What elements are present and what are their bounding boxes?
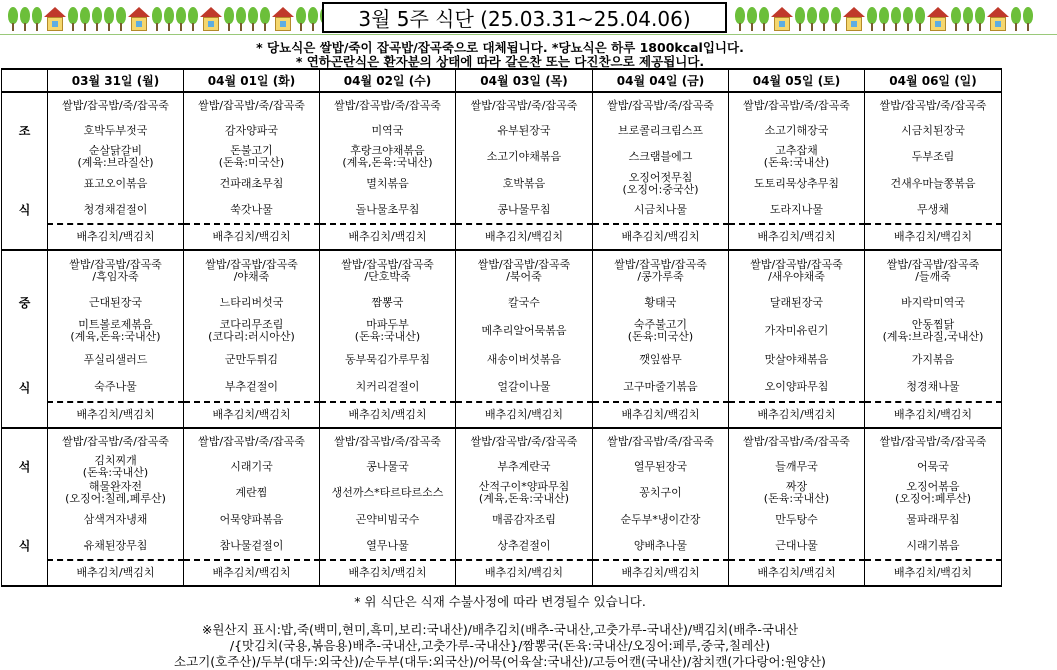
tree-icon: [32, 7, 42, 31]
menu-cell: 오이양파무침: [729, 373, 865, 402]
menu-cell: 배추김치/백김치: [593, 224, 729, 250]
menu-cell: 쑥갓나물: [184, 196, 320, 224]
menu-cell: 배추김치/백김치: [729, 560, 865, 586]
tree-icon: [963, 7, 973, 31]
menu-cell: 쌀밥/잡곡밥/죽/잡곡죽: [593, 92, 729, 118]
menu-row: [2, 454, 1002, 479]
meal-label-spacer: [2, 224, 48, 250]
menu-cell: 쌀밥/잡곡밥/잡곡죽 /새우야채죽: [729, 250, 865, 290]
menu-cell: 순살닭갈비 (계육:브라질산): [48, 143, 184, 171]
menu-row: [2, 373, 1002, 402]
notice-dysphagia: * 연하곤란식은 환자분의 상태에 따라 갈은찬 또는 다진찬으로 제공됩니다.: [295, 54, 705, 69]
menu-cell: 배추김치/백김치: [729, 224, 865, 250]
menu-cell: 오징어젓무침 (오징어:중국산): [593, 171, 729, 196]
menu-cell: 쌀밥/잡곡밥/잡곡죽 /야채죽: [184, 250, 320, 290]
menu-cell: 쌀밥/잡곡밥/죽/잡곡죽: [865, 92, 1002, 118]
house-icon: [771, 7, 793, 31]
menu-cell: 푸실리샐러드: [48, 347, 184, 373]
menu-row: [2, 143, 1002, 171]
tree-icon: [248, 7, 258, 31]
menu-cell: 해물완자전 (오징어:칠레,페루산): [48, 479, 184, 507]
menu-cell: 김치찌개 (돈육:국내산): [48, 454, 184, 479]
tree-icon: [260, 7, 270, 31]
menu-cell: 도토리묵상추무침: [729, 171, 865, 196]
menu-cell: 배추김치/백김치: [865, 560, 1002, 586]
menu-cell: 배추김치/백김치: [593, 560, 729, 586]
menu-cell: 콩나물무침: [456, 196, 593, 224]
menu-cell: 마파두부 (돈육:국내산): [320, 315, 456, 347]
menu-cell: 느타리버섯국: [184, 290, 320, 315]
menu-cell: 달래된장국: [729, 290, 865, 315]
meal-label: 식: [2, 373, 48, 402]
menu-row: [2, 560, 1002, 586]
menu-row: [2, 290, 1002, 315]
menu-cell: 고추잡채 (돈육:국내산): [729, 143, 865, 171]
menu-cell: 쌀밥/잡곡밥/죽/잡곡죽: [184, 428, 320, 454]
meal-label-spacer: [2, 402, 48, 428]
menu-cell: 시금치나물: [593, 196, 729, 224]
menu-cell: 고구마줄기볶음: [593, 373, 729, 402]
menu-cell: 쌀밥/잡곡밥/죽/잡곡죽: [184, 92, 320, 118]
house-icon: [272, 7, 294, 31]
change-notice: * 위 식단은 식재 수불사정에 따라 변경될수 있습니다.: [354, 594, 646, 609]
menu-cell: 쌀밥/잡곡밥/잡곡죽 /들깨죽: [865, 250, 1002, 290]
menu-cell: 배추김치/백김치: [184, 224, 320, 250]
tree-icon: [308, 7, 318, 31]
tree-icon: [831, 7, 841, 31]
tree-icon: [20, 7, 30, 31]
menu-cell: 콩나물국: [320, 454, 456, 479]
menu-row: [2, 171, 1002, 196]
menu-cell: 얼갈이나물: [456, 373, 593, 402]
tree-icon: [296, 7, 306, 31]
menu-cell: 배추김치/백김치: [184, 560, 320, 586]
menu-cell: 계란찜: [184, 479, 320, 507]
origin-label-line-2: /{맛김치(국용,볶음용)배추-국내산,고춧가루-국내산}/짬뽕국(돈육:국내산/오징어:페루,중국,칠레산): [229, 638, 771, 653]
menu-cell: 멸치볶음: [320, 171, 456, 196]
menu-cell: 양배추나물: [593, 532, 729, 560]
tree-icon: [903, 7, 913, 31]
menu-cell: 열무된장국: [593, 454, 729, 479]
menu-row: [2, 196, 1002, 224]
menu-cell: 표고오이볶음: [48, 171, 184, 196]
menu-cell: 배추김치/백김치: [48, 224, 184, 250]
menu-cell: 어묵국: [865, 454, 1002, 479]
tree-icon: [164, 7, 174, 31]
menu-cell: 소고기야채볶음: [456, 143, 593, 171]
menu-cell: 쌀밥/잡곡밥/죽/잡곡죽: [729, 428, 865, 454]
menu-cell: 가자미유린기: [729, 315, 865, 347]
house-icon: [200, 7, 222, 31]
tree-icon: [975, 7, 985, 31]
meal-label: 중: [2, 290, 48, 315]
menu-cell: 근대된장국: [48, 290, 184, 315]
tree-icon: [80, 7, 90, 31]
menu-cell: 황태국: [593, 290, 729, 315]
menu-cell: 돌나물초무침: [320, 196, 456, 224]
menu-cell: 쌀밥/잡곡밥/죽/잡곡죽: [320, 428, 456, 454]
tree-icon: [176, 7, 186, 31]
menu-cell: 동부묵김가루무침: [320, 347, 456, 373]
menu-cell: 감자양파국: [184, 118, 320, 143]
menu-cell: 건파래초무침: [184, 171, 320, 196]
menu-cell: 쌀밥/잡곡밥/죽/잡곡죽: [320, 92, 456, 118]
menu-cell: 맛살야채볶음: [729, 347, 865, 373]
menu-cell: 돈불고기 (돈육:미국산): [184, 143, 320, 171]
tree-icon: [224, 7, 234, 31]
tree-icon: [1023, 7, 1033, 31]
menu-cell: 쌀밥/잡곡밥/잡곡죽 /흑임자죽: [48, 250, 184, 290]
day-header: 04월 04일 (금): [593, 69, 729, 92]
menu-cell: 도라지나물: [729, 196, 865, 224]
tree-icon: [915, 7, 925, 31]
house-icon: [843, 7, 865, 31]
menu-cell: 순두부*냉이간장: [593, 507, 729, 532]
menu-cell: 스크램블에그: [593, 143, 729, 171]
menu-cell: 안동찜닭 (계육:브라질,국내산): [865, 315, 1002, 347]
notice-diabetic: * 당뇨식은 쌀밥/죽이 잡곡밥/잡곡죽으로 대체됩니다. *당뇨식은 하루 1800kcal입니다.: [256, 40, 744, 55]
menu-cell: 배추김치/백김치: [865, 224, 1002, 250]
meal-label-spacer: [2, 560, 48, 586]
house-icon: [44, 7, 66, 31]
menu-cell: 호박두부젓국: [48, 118, 184, 143]
menu-cell: 부추계란국: [456, 454, 593, 479]
tree-icon: [747, 7, 757, 31]
meal-label-spacer: [2, 143, 48, 171]
menu-cell: 쌀밥/잡곡밥/죽/잡곡죽: [48, 428, 184, 454]
menu-cell: 청경채겉절이: [48, 196, 184, 224]
menu-cell: 배추김치/백김치: [320, 224, 456, 250]
menu-cell: 치커리겉절이: [320, 373, 456, 402]
menu-cell: 삼색겨자냉채: [48, 507, 184, 532]
menu-cell: 쌀밥/잡곡밥/죽/잡곡죽: [593, 428, 729, 454]
tree-icon: [759, 7, 769, 31]
menu-cell: 들깨무국: [729, 454, 865, 479]
menu-row: [2, 224, 1002, 250]
menu-cell: 물파래무침: [865, 507, 1002, 532]
menu-cell: 부추겉절이: [184, 373, 320, 402]
meal-label: 석: [2, 454, 48, 479]
menu-cell: 참나물겉절이: [184, 532, 320, 560]
menu-cell: 배추김치/백김치: [456, 402, 593, 428]
menu-cell: 깻잎쌈무: [593, 347, 729, 373]
menu-cell: 배추김치/백김치: [48, 402, 184, 428]
menu-cell: 상추겉절이: [456, 532, 593, 560]
house-icon: [987, 7, 1009, 31]
day-header: 04월 06일 (일): [865, 69, 1002, 92]
day-header: 04월 01일 (화): [184, 69, 320, 92]
tree-icon: [92, 7, 102, 31]
menu-cell: 메추리알어묵볶음: [456, 315, 593, 347]
page-title: 3월 5주 식단 (25.03.31~25.04.06): [322, 2, 727, 33]
tree-icon: [116, 7, 126, 31]
top-banner: [0, 0, 1057, 36]
menu-cell: 가지볶음: [865, 347, 1002, 373]
menu-cell: 열무나물: [320, 532, 456, 560]
tree-icon: [891, 7, 901, 31]
menu-row: [2, 347, 1002, 373]
menu-cell: 배추김치/백김치: [456, 560, 593, 586]
menu-cell: 후랑크야채볶음 (계육,돈육:국내산): [320, 143, 456, 171]
menu-cell: 배추김치/백김치: [48, 560, 184, 586]
meal-label-spacer: [2, 171, 48, 196]
tree-icon: [104, 7, 114, 31]
tree-icon: [188, 7, 198, 31]
menu-cell: 배추김치/백김치: [593, 402, 729, 428]
menu-cell: 쌀밥/잡곡밥/잡곡죽 /단호박죽: [320, 250, 456, 290]
tree-icon: [1011, 7, 1021, 31]
menu-cell: 어묵양파볶음: [184, 507, 320, 532]
origin-label-line-1: ※원산지 표시:밥,죽(백미,현미,흑미,보리:국내산)/배추김치(배추-국내산,고춧가루-국내산)/백김치(배추-국내산: [201, 622, 799, 637]
menu-cell: 코다리무조림 (코다리:러시아산): [184, 315, 320, 347]
menu-cell: 배추김치/백김치: [729, 402, 865, 428]
menu-row: [2, 532, 1002, 560]
menu-cell: 새송이버섯볶음: [456, 347, 593, 373]
tree-icon: [735, 7, 745, 31]
weekly-menu-table: [1, 68, 1002, 587]
meal-label-spacer: [2, 479, 48, 507]
menu-cell: 곤약비빔국수: [320, 507, 456, 532]
tree-icon: [236, 7, 246, 31]
menu-cell: 미트볼로제볶음 (계육,돈육:국내산): [48, 315, 184, 347]
day-header: 04월 03일 (목): [456, 69, 593, 92]
menu-cell: 쌀밥/잡곡밥/잡곡죽 /북어죽: [456, 250, 593, 290]
menu-cell: 배추김치/백김치: [320, 560, 456, 586]
day-header: 04월 05일 (토): [729, 69, 865, 92]
menu-cell: 시래기국: [184, 454, 320, 479]
meal-label-spacer: [2, 315, 48, 347]
day-header: 04월 02일 (수): [320, 69, 456, 92]
menu-cell: 배추김치/백김치: [456, 224, 593, 250]
menu-cell: 군만두튀김: [184, 347, 320, 373]
tree-icon: [8, 7, 18, 31]
tree-icon: [68, 7, 78, 31]
menu-cell: 쌀밥/잡곡밥/죽/잡곡죽: [456, 428, 593, 454]
meal-label-spacer: [2, 428, 48, 454]
menu-cell: 만두탕수: [729, 507, 865, 532]
menu-cell: 배추김치/백김치: [320, 402, 456, 428]
menu-cell: 쌀밥/잡곡밥/죽/잡곡죽: [729, 92, 865, 118]
meal-label: 식: [2, 532, 48, 560]
menu-row: [2, 507, 1002, 532]
tree-icon: [152, 7, 162, 31]
menu-cell: 쌀밥/잡곡밥/죽/잡곡죽: [456, 92, 593, 118]
menu-cell: 소고기해장국: [729, 118, 865, 143]
menu-cell: 산적구이*양파무침 (계육,돈육:국내산): [456, 479, 593, 507]
menu-cell: 숙주나물: [48, 373, 184, 402]
banner-divider: [0, 34, 1057, 35]
menu-cell: 쌀밥/잡곡밥/잡곡죽 /콩가루죽: [593, 250, 729, 290]
tree-icon: [951, 7, 961, 31]
menu-cell: 브로콜리크림스프: [593, 118, 729, 143]
menu-cell: 유부된장국: [456, 118, 593, 143]
menu-row: [2, 250, 1002, 290]
meal-label-spacer: [2, 250, 48, 290]
menu-row: [2, 479, 1002, 507]
menu-cell: 근대나물: [729, 532, 865, 560]
meal-label-spacer: [2, 507, 48, 532]
menu-cell: 호박볶음: [456, 171, 593, 196]
tree-icon: [807, 7, 817, 31]
menu-cell: 생선까스*타르타르소스: [320, 479, 456, 507]
menu-row: [2, 118, 1002, 143]
house-icon: [128, 7, 150, 31]
house-icon: [927, 7, 949, 31]
menu-cell: 짜장 (돈육:국내산): [729, 479, 865, 507]
menu-cell: 유채된장무침: [48, 532, 184, 560]
menu-cell: 미역국: [320, 118, 456, 143]
menu-cell: 시금치된장국: [865, 118, 1002, 143]
menu-cell: 짬뽕국: [320, 290, 456, 315]
meal-label: 식: [2, 196, 48, 224]
origin-label-line-3: 소고기(호주산)/두부(대두:외국산)/순두부(대두:외국산)/어묵(어육살:국내산)/고등어캔(국내산)/참치캔(가다랑어:원양산): [174, 654, 826, 669]
menu-cell: 칼국수: [456, 290, 593, 315]
menu-cell: 매콤감자조림: [456, 507, 593, 532]
menu-cell: 쌀밥/잡곡밥/죽/잡곡죽: [865, 428, 1002, 454]
menu-cell: 건새우마늘쫑볶음: [865, 171, 1002, 196]
menu-cell: 쌀밥/잡곡밥/죽/잡곡죽: [48, 92, 184, 118]
meal-label: 조: [2, 118, 48, 143]
meal-label-spacer: [2, 347, 48, 373]
menu-cell: 청경채나물: [865, 373, 1002, 402]
tree-icon: [819, 7, 829, 31]
village-decoration-right: [735, 3, 1033, 31]
menu-row: [2, 428, 1002, 454]
menu-cell: 두부조림: [865, 143, 1002, 171]
village-decoration-left: [8, 3, 330, 31]
menu-row: [2, 315, 1002, 347]
menu-cell: 숙주불고기 (돈육:미국산): [593, 315, 729, 347]
menu-cell: 시래기볶음: [865, 532, 1002, 560]
tree-icon: [879, 7, 889, 31]
corner-cell: [2, 69, 48, 92]
menu-cell: 꽁치구이: [593, 479, 729, 507]
menu-cell: 바지락미역국: [865, 290, 1002, 315]
menu-cell: 배추김치/백김치: [865, 402, 1002, 428]
menu-row: [2, 92, 1002, 118]
menu-row: [2, 402, 1002, 428]
menu-cell: 오징어볶음 (오징어:페루산): [865, 479, 1002, 507]
menu-cell: 배추김치/백김치: [184, 402, 320, 428]
menu-cell: 무생채: [865, 196, 1002, 224]
tree-icon: [795, 7, 805, 31]
day-header-row: [2, 69, 1002, 92]
tree-icon: [867, 7, 877, 31]
meal-label-spacer: [2, 92, 48, 118]
day-header: 03월 31일 (월): [48, 69, 184, 92]
